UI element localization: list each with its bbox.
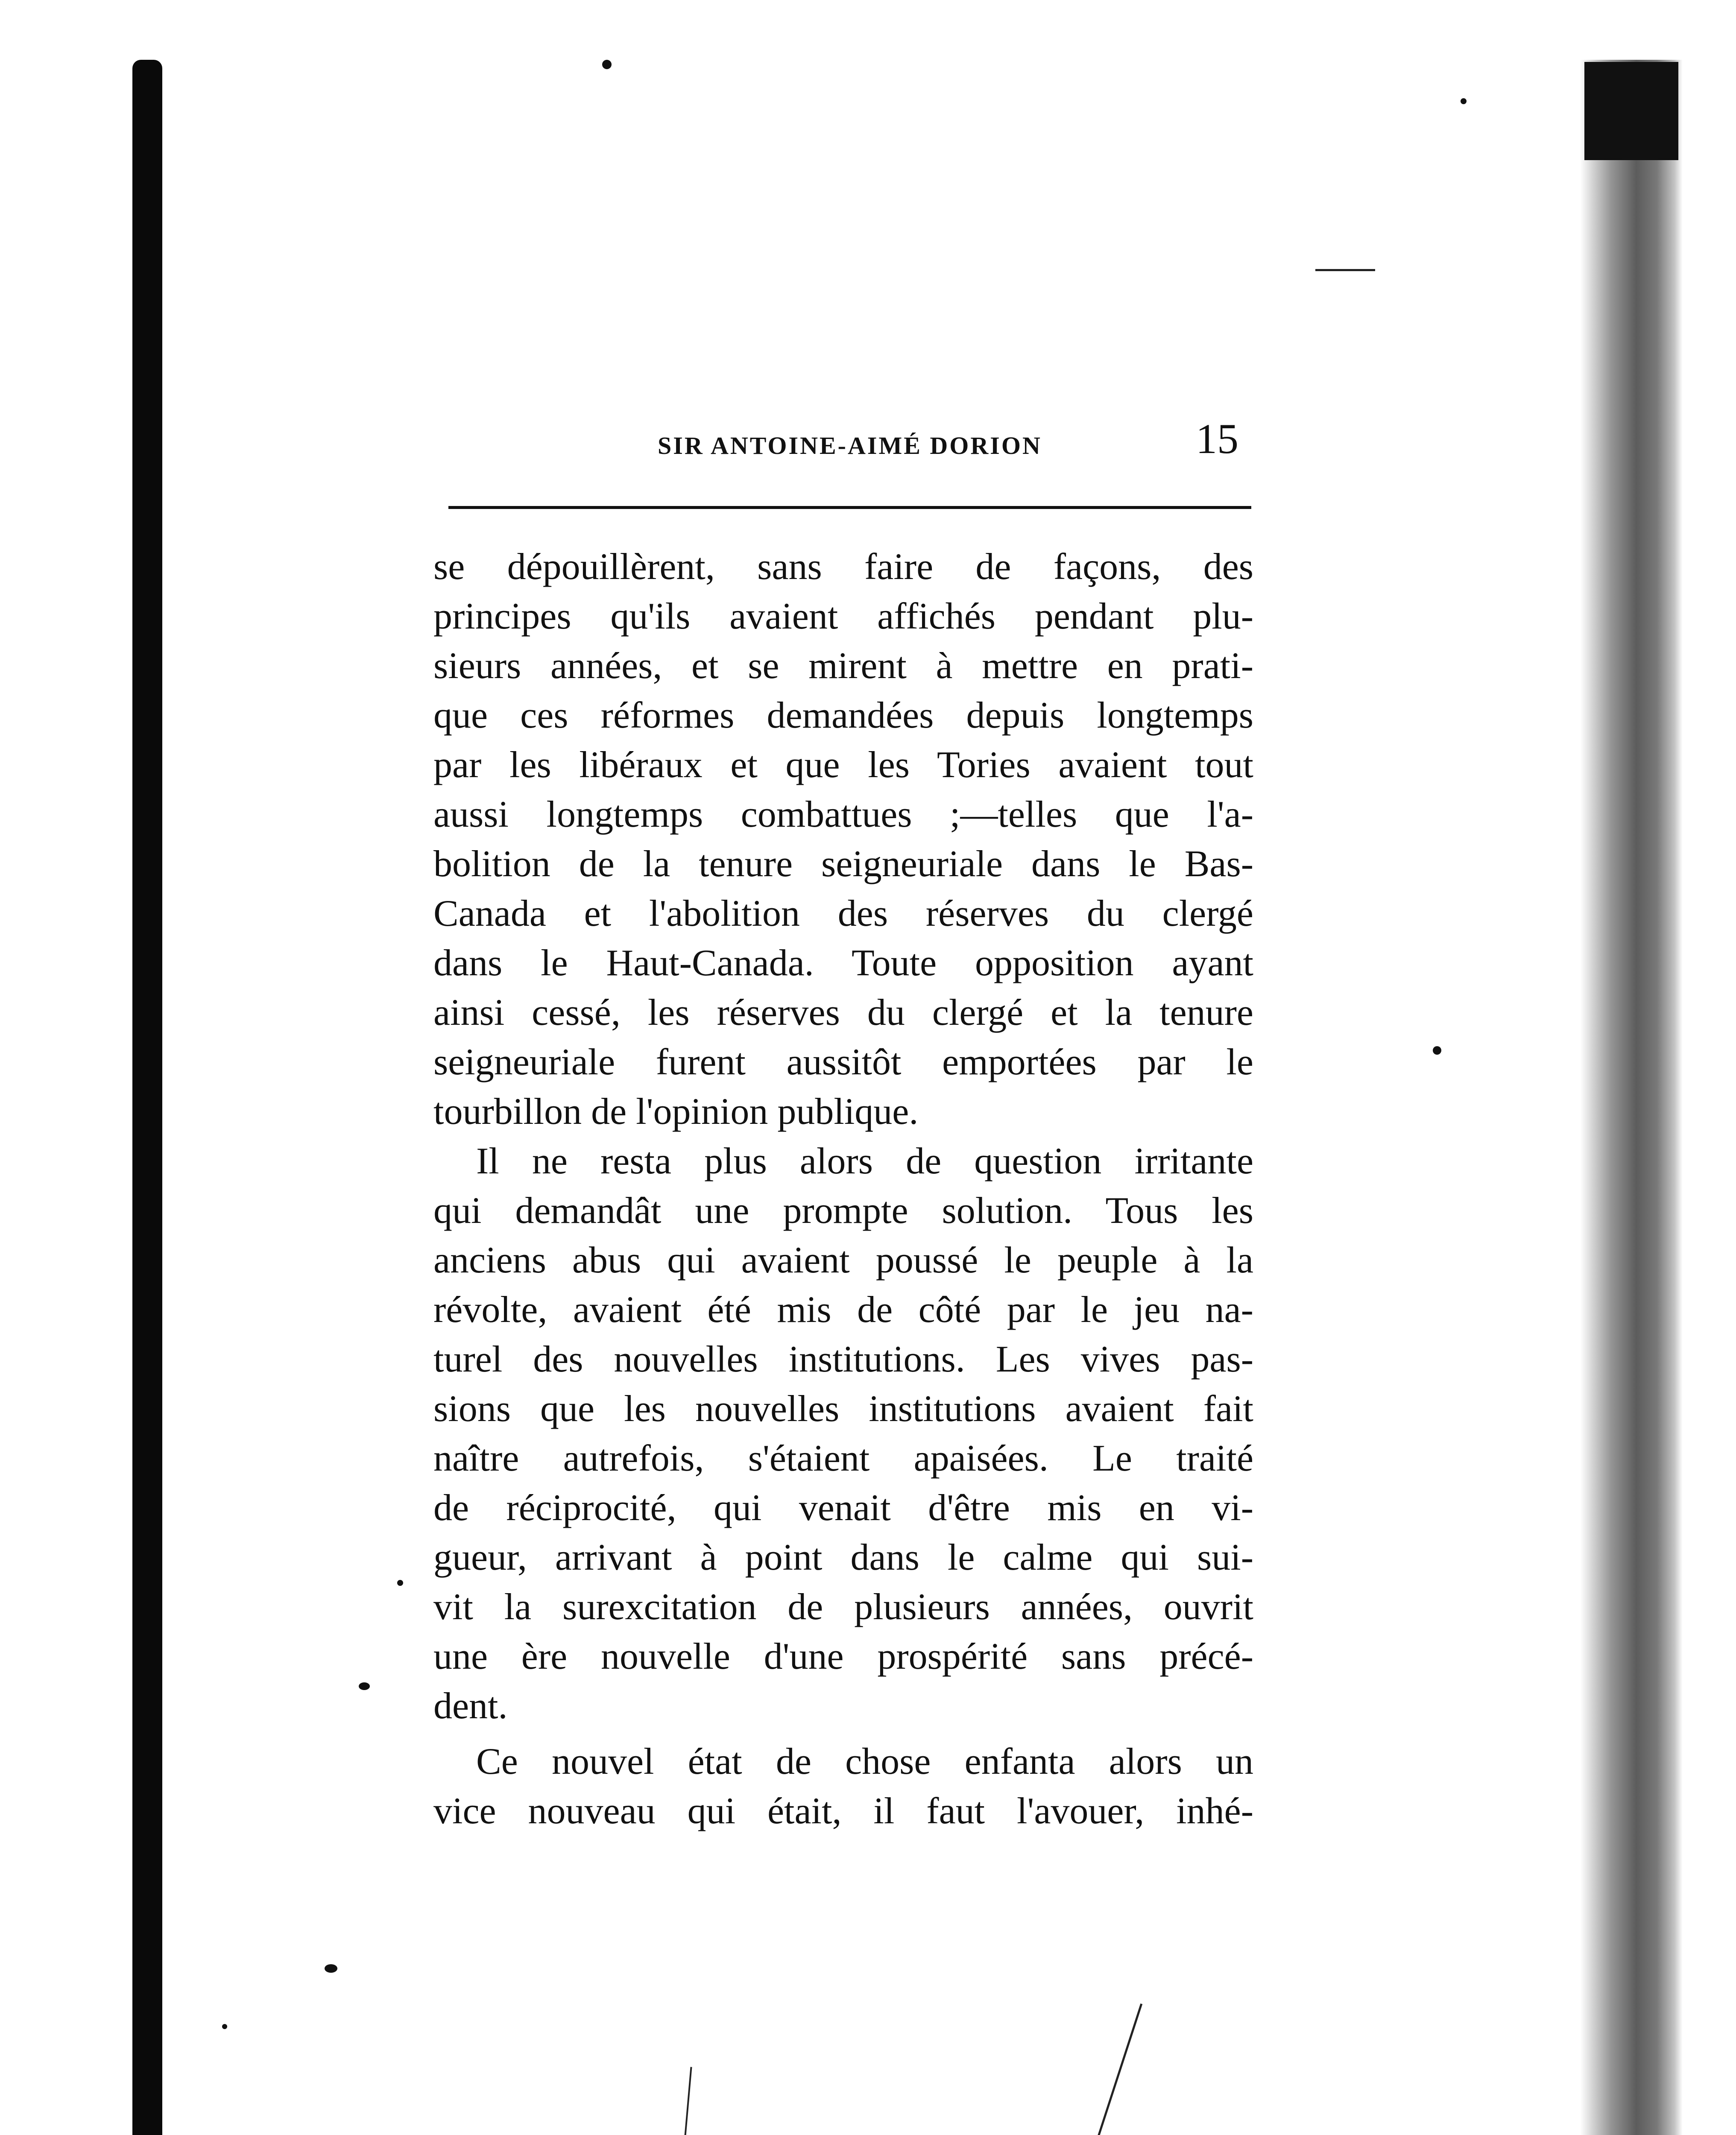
body-text [433,542,1253,1836]
text-line: naître autrefois, s'étaient apaisées. Le traité [433,1438,1253,1479]
scan-speck [325,1964,337,1973]
scan-speck [1461,98,1467,104]
paragraph [433,542,1253,1137]
scan-edge-dark-block [1584,62,1678,160]
text-line: qui demandât une prompte solution. Tous les [433,1190,1253,1231]
paragraph [433,1737,1253,1836]
text-line: gueur, arrivant à point dans le calme qui sui- [433,1537,1253,1578]
paragraph-gap [433,1731,1253,1737]
scan-edge-noise [1580,60,1683,2135]
header-rule [448,506,1251,509]
text-line: ainsi cessé, les réserves du clergé et la tenure [433,992,1253,1033]
scan-binding-shadow [132,60,162,2135]
scan-line [1072,2003,1142,2135]
scan-speck [1433,1046,1441,1055]
scan-line [676,2067,692,2135]
text-line: anciens abus qui avaient poussé le peuple à la [433,1240,1253,1281]
scan-speck [602,60,612,69]
text-line: que ces réformes demandées depuis longtemps [433,695,1253,736]
scan-speck [359,1682,370,1690]
text-line: turel des nouvelles institutions. Les vives pas- [433,1339,1253,1380]
text-line: principes qu'ils avaient affichés pendant plu- [433,596,1253,637]
text-line: de réciprocité, qui venait d'être mis en vi- [433,1487,1253,1529]
text-line: vit la surexcitation de plusieurs années, ouvrit [433,1586,1253,1628]
text-line: Il ne resta plus alors de question irritante [476,1141,1253,1182]
text-line: seigneuriale furent aussitôt emportées par le [433,1041,1253,1083]
scan-dash [1315,269,1375,271]
text-line: dans le Haut-Canada. Toute opposition ayant [433,942,1253,984]
text-line: Ce nouvel état de chose enfanta alors un [476,1741,1253,1782]
text-line: dent. [433,1685,508,1727]
page-number: 15 [1196,415,1238,462]
text-line: bolition de la tenure seigneuriale dans le Bas- [433,843,1253,885]
text-line: une ère nouvelle d'une prospérité sans précé- [433,1636,1253,1677]
text-line: révolte, avaient été mis de côté par le jeu na- [433,1289,1253,1331]
text-line: Canada et l'abolition des réserves du clergé [433,893,1253,934]
text-line: tourbillon de l'opinion publique. [433,1091,919,1132]
text-line: sions que les nouvelles institutions avaient fait [433,1388,1253,1430]
text-line: sieurs années, et se mirent à mettre en prati- [433,645,1253,687]
text-line: vice nouveau qui était, il faut l'avouer, inhé- [433,1790,1253,1832]
scan-speck [222,2024,227,2029]
scan-speck [397,1580,403,1586]
running-title: SIR ANTOINE-AIMÉ DORION [658,432,1042,459]
text-line: aussi longtemps combattues ;—telles que l'a- [433,794,1253,835]
text-line: par les libéraux et que les Tories avaient tout [433,744,1253,786]
text-line: se dépouillèrent, sans faire de façons, des [433,546,1253,588]
paragraph [433,1137,1253,1731]
